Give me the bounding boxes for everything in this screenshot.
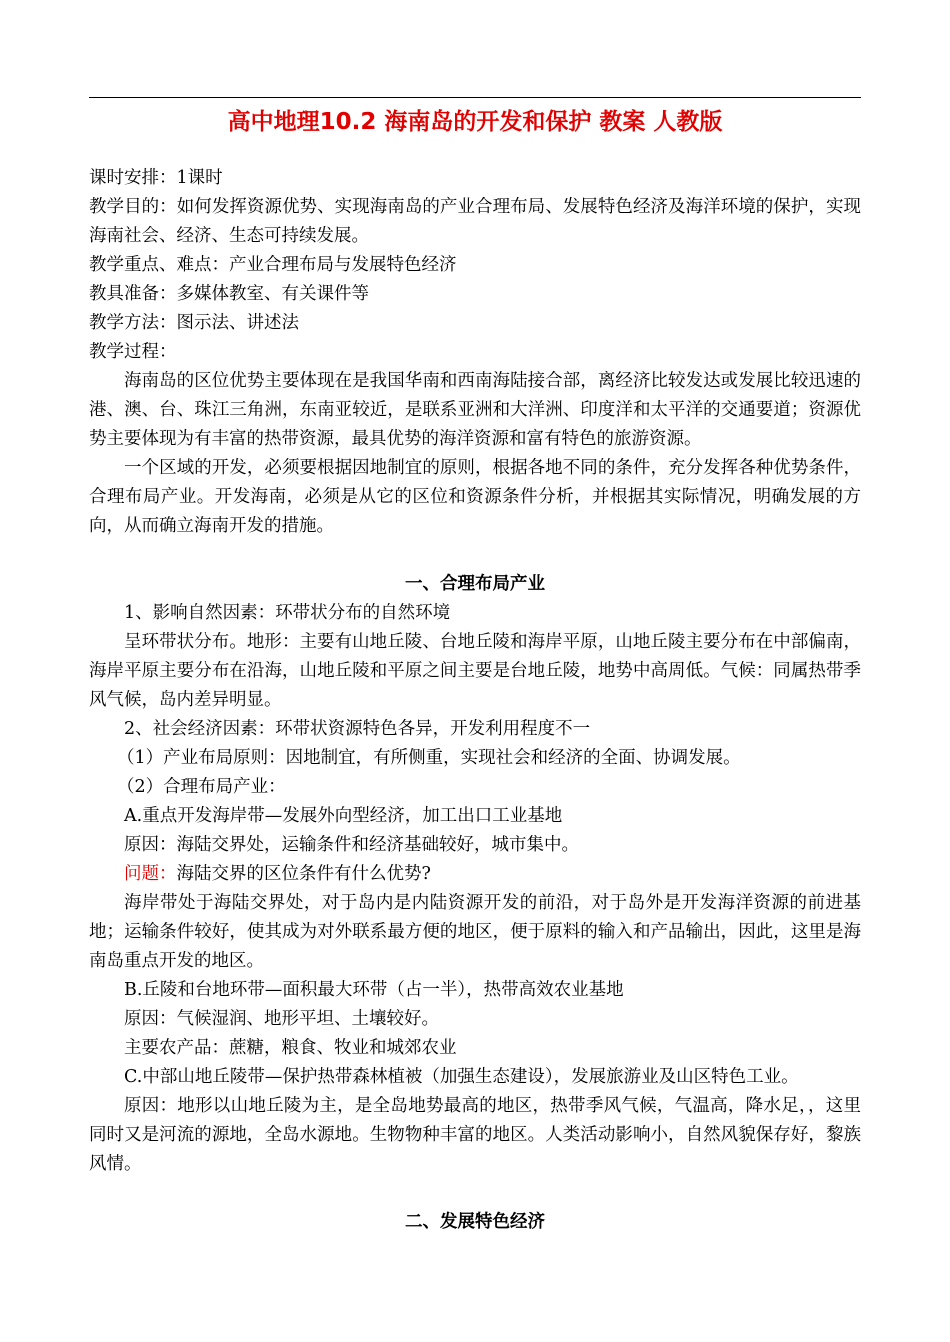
process-line: 教学过程： — [89, 342, 177, 362]
methods-line: 教学方法：图示法、讲述法 — [89, 313, 299, 333]
question-line — [89, 860, 861, 889]
mountain-belt-line: C.中部山地丘陵带—保护热带森林植被（加强生态建设），发展旅游业及山区特色工业。 — [124, 1067, 799, 1087]
principle-line: （1）产业布局原则：因地制宜，有所侧重，实现社会和经济的全面、协调发展。 — [117, 748, 741, 768]
question-text: 海陆交界的区位条件有什么优势? — [176, 864, 431, 884]
mountain-belt-reason: 原因：地形以山地丘陵为主，是全岛地势最高的地区，热带季风气候，气温高，降水足，，这里同时又是河流的源地，全岛水源地。生物物种丰富的地区。人类活动影响小，自然风貌保存好，黎族风情。 — [89, 1096, 861, 1174]
intro-paragraph-1: 海南岛的区位优势主要体现在是我国华南和西南海陆接合部，离经济比较发达或发展比较迅速的港、澳、台、珠江三角洲，东南亚较近，是联系亚洲和大洋洲、印度洋和太平洋的交通要道；资源优势主要体现为有丰富的热带资源，最具优势的海洋资源和富有特色的旅游资源。 — [89, 371, 861, 449]
tools-line: 教具准备：多媒体教室、有关课件等 — [89, 284, 369, 304]
header-rule — [89, 97, 861, 98]
hill-belt-reason: 原因：气候湿润、地形平坦、土壤较好。 — [124, 1009, 439, 1029]
layout-line: （2）合理布局产业： — [117, 777, 286, 797]
spacer — [89, 1179, 861, 1208]
intro-paragraph-2: 一个区域的开发，必须要根据因地制宜的原则，根据各地不同的条件，充分发挥各种优势条件，合理布局产业。开发海南，必须是从它的区位和资源条件分析，并根据其实际情况，明确发展的方向，从而确立海南开发的措施。 — [89, 458, 861, 536]
section-1-sub-1: 1、影响自然因素：环带状分布的自然环境 — [124, 603, 451, 623]
coast-belt-reason: 原因：海陆交界处，运输条件和经济基础较好，城市集中。 — [124, 835, 579, 855]
section-1-heading: 一、合理布局产业 — [405, 574, 545, 594]
hill-belt-line: B.丘陵和台地环带—面积最大环带（占一半），热带高效农业基地 — [124, 980, 624, 1000]
document-title: 高中地理10.2 海南岛的开发和保护 教案 人教版 — [227, 109, 723, 135]
objective-line: 教学目的：如何发挥资源优势、实现海南岛的产业合理布局、发展特色经济及海洋环境的保护，实现海南社会、经济、生态可持续发展。 — [89, 197, 861, 246]
key-points-line: 教学重点、难点：产业合理布局与发展特色经济 — [89, 255, 457, 275]
answer-paragraph: 海岸带处于海陆交界处，对于岛内是内陆资源开发的前沿，对于岛外是开发海洋资源的前进基地；运输条件较好，使其成为对外联系最方便的地区，便于原料的输入和产品输出，因此，这里是海南岛重点开发的地区。 — [89, 893, 861, 971]
hill-belt-products: 主要农产品：蔗糖，粮食、牧业和城郊农业 — [124, 1038, 457, 1058]
section-1-sub-2: 2、社会经济因素：环带状资源特色各异，开发利用程度不一 — [124, 719, 591, 739]
section-2-heading: 二、发展特色经济 — [405, 1212, 545, 1232]
coast-belt-line: A.重点开发海岸带—发展外向型经济，加工出口工业基地 — [124, 806, 563, 826]
spacer — [89, 541, 861, 570]
section-1-sub-1-text: 呈环带状分布。地形：主要有山地丘陵、台地丘陵和海岸平原，山地丘陵主要分布在中部偏南，海岸平原主要分布在沿海，山地丘陵和平原之间主要是台地丘陵，地势中高周低。气候：同属热带季风气候，岛内差异明显。 — [89, 632, 861, 710]
document-body — [89, 164, 861, 1237]
schedule-line: 课时安排：1课时 — [89, 168, 223, 188]
question-label: 问题： — [124, 864, 177, 884]
